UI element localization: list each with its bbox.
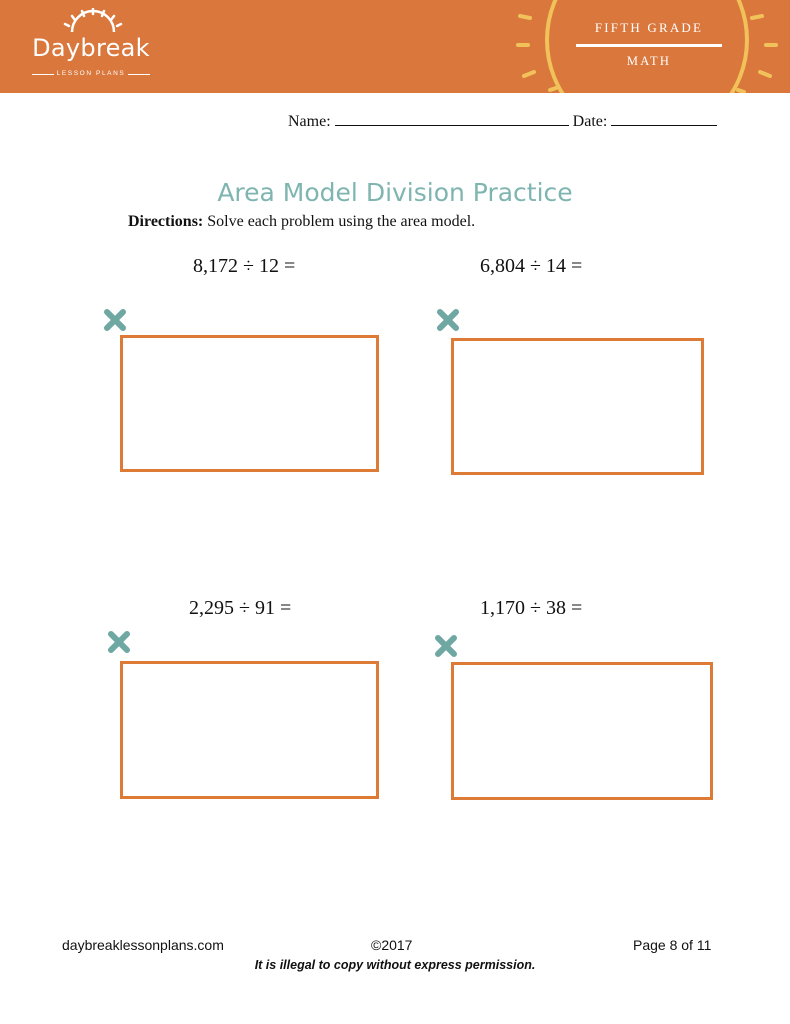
x-marker-icon <box>106 629 132 655</box>
x-marker-icon <box>433 633 459 659</box>
brand-subtitle: LESSON PLANS <box>56 70 126 77</box>
name-field[interactable] <box>335 111 569 126</box>
x-marker-icon <box>435 307 461 333</box>
divider <box>128 74 150 75</box>
x-marker-icon <box>102 307 128 333</box>
divider <box>576 44 722 47</box>
footer-website: daybreaklessonplans.com <box>62 937 224 953</box>
daybreak-logo <box>28 8 158 88</box>
problem-4: 1,170 ÷ 38 = <box>480 597 583 619</box>
directions <box>128 213 475 231</box>
date-label: Date: <box>572 113 608 130</box>
grade-label <box>574 20 724 69</box>
grade-text: FIFTH GRADE <box>594 20 704 35</box>
copyright-notice: It is illegal to copy without express permission. <box>254 958 536 972</box>
area-model-box-2[interactable] <box>451 338 704 475</box>
date-field[interactable] <box>611 111 717 126</box>
brand-name: Daybreak <box>32 34 150 62</box>
worksheet-title: Area Model Division Practice <box>217 178 573 207</box>
footer-page-number: Page 8 of 11 <box>633 937 712 953</box>
directions-text: Solve each problem using the area model. <box>203 213 476 230</box>
directions-label: Directions: <box>128 213 204 230</box>
header-banner <box>0 0 790 93</box>
area-model-box-1[interactable] <box>120 335 379 472</box>
area-model-box-3[interactable] <box>120 661 379 799</box>
name-label: Name: <box>288 113 331 130</box>
problem-1: 8,172 ÷ 12 = <box>193 255 296 277</box>
area-model-box-4[interactable] <box>451 662 713 800</box>
subject-text: MATH <box>626 54 672 68</box>
problem-3: 2,295 ÷ 91 = <box>189 597 292 619</box>
name-date-row <box>288 111 717 131</box>
problem-2: 6,804 ÷ 14 = <box>480 255 583 277</box>
sunrise-icon <box>62 8 124 34</box>
footer-copyright: ©2017 <box>371 937 413 953</box>
